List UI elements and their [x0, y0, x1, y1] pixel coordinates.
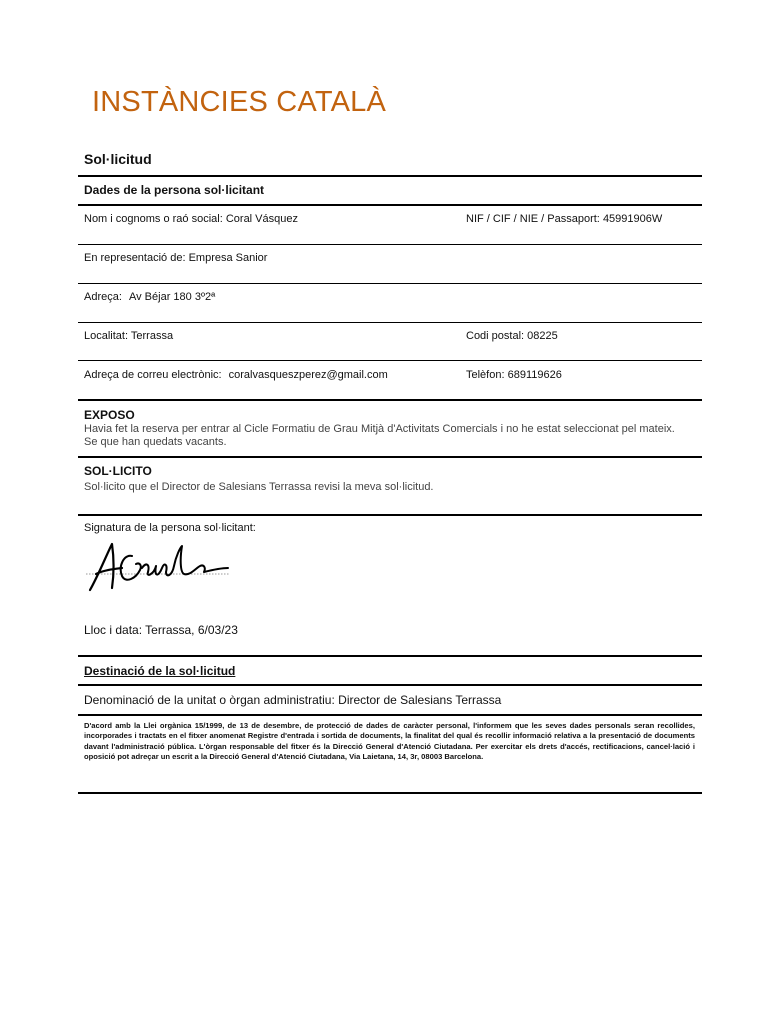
postal-field: [466, 330, 558, 342]
divider: [78, 322, 702, 323]
divider: [78, 360, 702, 361]
place-date: Lloc i data: Terrassa, 6/03/23: [84, 623, 238, 637]
divider: [78, 714, 702, 716]
divider: [78, 792, 702, 794]
unit-field: [84, 693, 501, 707]
divider: [78, 399, 702, 401]
locality-label: Localitat:: [84, 330, 129, 342]
signature-label: Signatura de la persona sol·licitant:: [84, 522, 256, 534]
name-field: [84, 213, 298, 225]
address-label: Adreça:: [84, 291, 122, 303]
phone-field: [466, 369, 562, 381]
divider: [78, 655, 702, 657]
locality-field: [84, 330, 173, 342]
divider: [78, 204, 702, 206]
email-label: Adreça de correu electrònic:: [84, 369, 222, 381]
locality-value: Terrassa: [130, 330, 174, 342]
id-field: [466, 213, 662, 225]
phone-label: Telèfon:: [466, 369, 505, 381]
email-field: [84, 369, 388, 381]
solicito-heading: SOL·LICITO: [84, 464, 152, 478]
exposo-text: Havia fet la reserva per entrar al Cicle Formatiu de Grau Mitjà d'Activitats Comercials i no he estat seleccionat pel mateix. Se que han quedats vacants.: [84, 423, 675, 448]
solicito-text: Sol·licito que el Director de Salesians Terrassa revisi la meva sol·licitud.: [84, 481, 434, 493]
unit-value: Director de Salesians Terrassa: [338, 693, 502, 707]
postal-value: 08225: [527, 330, 558, 342]
address-value: Av Béjar 180 3º2ª: [128, 291, 216, 303]
email-value: coralvasqueszperez@gmail.com: [228, 369, 388, 381]
divider: [78, 283, 702, 284]
address-field: [84, 291, 215, 303]
id-label: NIF / CIF / NIE / Passaport:: [466, 213, 600, 225]
name-label: Nom i cognoms o raó social:: [84, 213, 223, 225]
privacy-notice: D'acord amb la Llei orgànica 15/1999, de 13 de desembre, de protecció de dades de caràcter personal, l'informem que les seves dades personals seran recollides, incorporades i tractats en el fitxer anomenat Registre d'entrada i sortida de documents, la finalitat del qual és recollir informació relativa a la presentació de documents davant l'administració pública. L'òrgan responsable del fitxer és la Direcció General d'Atenció Ciutadana. Per exercitar els drets d'accés, rectificacions, cancel·lació i oposició pot adreçar un escrit a la Direcció General d'Atenció Ciutadana, Via Laietana, 14, 3r, 08003 Barcelona.: [84, 721, 695, 762]
divider: [78, 244, 702, 245]
name-value: Coral Vásquez: [225, 213, 298, 225]
id-value: 45991906W: [602, 213, 663, 225]
exposo-heading: EXPOSO: [84, 408, 135, 422]
section-title: Sol·licitud: [84, 151, 152, 167]
handwritten-signature: [84, 538, 230, 602]
unit-label: Denominació de la unitat o òrgan administratiu:: [84, 693, 335, 707]
divider: [78, 456, 702, 458]
destination-heading: Destinació de la sol·licitud: [84, 664, 236, 678]
divider: [78, 514, 702, 516]
divider: [78, 175, 702, 177]
representation-value: Empresa Sanior: [188, 252, 268, 264]
applicant-heading: Dades de la persona sol·licitant: [84, 183, 265, 197]
phone-value: 689119626: [507, 369, 562, 381]
postal-label: Codi postal:: [466, 330, 525, 342]
representation-field: [84, 252, 267, 264]
representation-label: En representació de:: [84, 252, 186, 264]
divider: [78, 684, 702, 686]
page-title: INSTÀNCIES CATALÀ: [92, 86, 386, 118]
